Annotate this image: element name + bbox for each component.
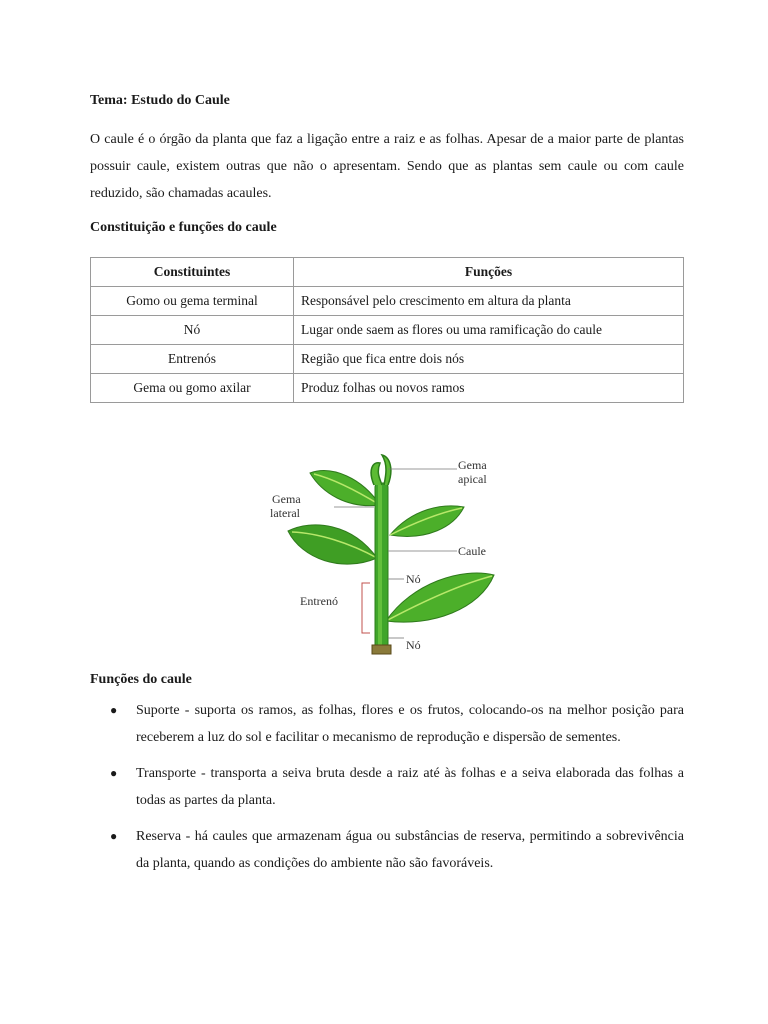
bullet-icon: ● bbox=[110, 766, 118, 780]
intro-paragraph: O caule é o órgão da planta que faz a ligação entre a raiz e as folhas. Apesar de a maior parte de plantas possuir caule, existem outras que não o apresentam. Sendo que as plantas sem caule ou com caule reduzido, são chamadas acaules. bbox=[90, 132, 684, 201]
apical-bud bbox=[371, 455, 391, 485]
header-funcoes: Funções bbox=[294, 258, 684, 287]
table-cell: Nó bbox=[91, 316, 294, 345]
leaf-upper-left bbox=[310, 471, 380, 506]
label-gema-apical: Gema bbox=[458, 458, 487, 472]
list-item: ● Suporte - suporta os ramos, as folhas, flores e os frutos, colocando-os na melhor posição para receberem a luz do sol e facilitar o mecanismo de reprodução e dispersão de sementes. bbox=[90, 697, 684, 751]
functions-list bbox=[90, 697, 684, 886]
header-constituintes: Constituintes bbox=[91, 258, 294, 287]
plant-stem-diagram bbox=[262, 443, 512, 658]
table-cell: Gomo ou gema terminal bbox=[91, 287, 294, 316]
table-cell: Região que fica entre dois nós bbox=[294, 345, 684, 374]
table-cell: Produz folhas ou novos ramos bbox=[294, 374, 684, 403]
section-heading-constitution: Constituição e funções do caule bbox=[90, 220, 277, 235]
label-no-bottom: Nó bbox=[406, 638, 421, 652]
table-row bbox=[91, 374, 684, 403]
table-cell: Lugar onde saem as flores ou uma ramificação do caule bbox=[294, 316, 684, 345]
list-item: ● Reserva - há caules que armazenam água ou substâncias de reserva, permitindo a sobrevivência da planta, quando as condições do ambiente não são favoráveis. bbox=[90, 823, 684, 877]
label-gema-lateral: Gema bbox=[272, 492, 301, 506]
table-row bbox=[91, 316, 684, 345]
leaf-lower-right bbox=[386, 573, 494, 622]
table-row bbox=[91, 345, 684, 374]
table-cell: Gema ou gomo axilar bbox=[91, 374, 294, 403]
leaf-upper-right bbox=[390, 506, 464, 537]
label-gema-lateral-2: lateral bbox=[270, 506, 300, 520]
table-header-row bbox=[91, 258, 684, 287]
table-row bbox=[91, 287, 684, 316]
stem-parts-table bbox=[90, 257, 684, 403]
bullet-icon: ● bbox=[110, 703, 118, 717]
table-cell: Entrenós bbox=[91, 345, 294, 374]
leaf-middle-left bbox=[288, 525, 377, 564]
list-item: ● Transporte - transporta a seiva bruta desde a raiz até às folhas e a seiva elaborada das folhas a todas as partes da planta. bbox=[90, 760, 684, 814]
label-entreno: Entrenó bbox=[300, 594, 338, 608]
label-caule: Caule bbox=[458, 544, 486, 558]
section-heading-functions: Funções do caule bbox=[90, 672, 192, 687]
bullet-icon: ● bbox=[110, 829, 118, 843]
label-no-top: Nó bbox=[406, 572, 421, 586]
document-title: Tema: Estudo do Caule bbox=[90, 93, 230, 108]
label-gema-apical-2: apical bbox=[458, 472, 487, 486]
table-cell: Responsável pelo crescimento em altura da planta bbox=[294, 287, 684, 316]
